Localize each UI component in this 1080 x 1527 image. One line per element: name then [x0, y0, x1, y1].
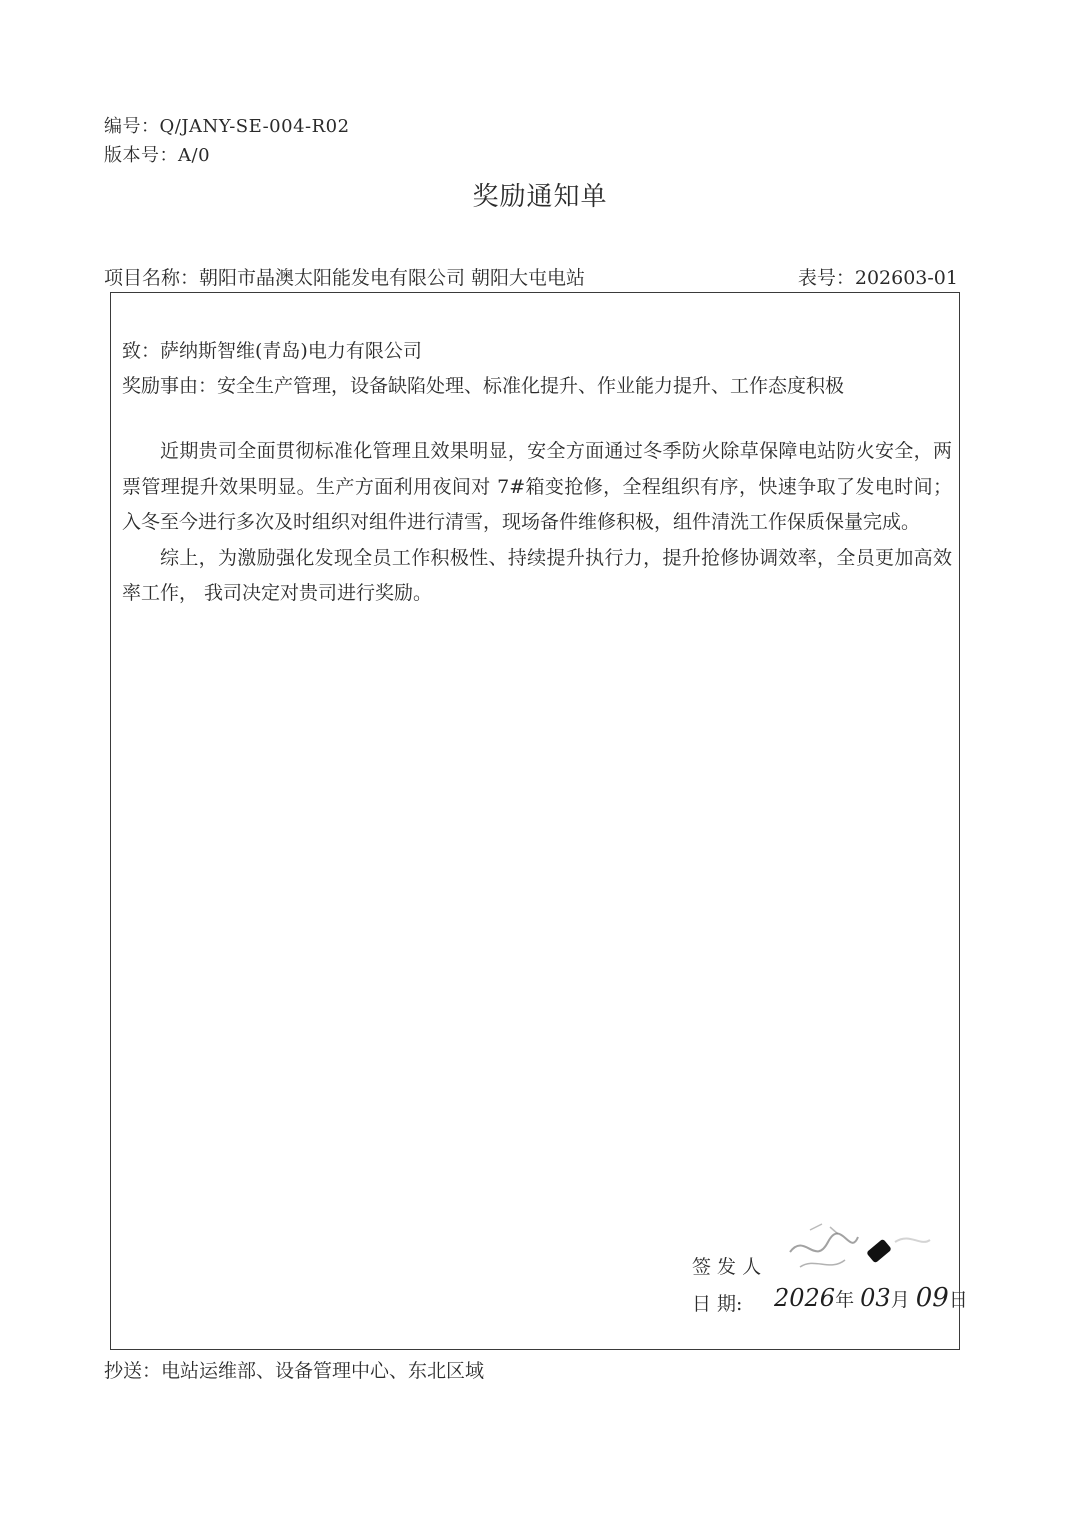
date-label: 日 期:	[692, 1293, 743, 1315]
project-name: 项目名称：朝阳市晶澳太阳能发电有限公司 朝阳大屯电站	[104, 267, 586, 289]
page-title: 奖励通知单	[472, 182, 608, 212]
signature-scribble	[770, 1212, 940, 1292]
date-day: 09	[915, 1283, 949, 1313]
date-value	[774, 1283, 968, 1313]
recipient: 致：萨纳斯智维(青岛)电力有限公司	[122, 340, 422, 362]
date-month-unit: 月	[890, 1289, 910, 1311]
date-day-unit: 日	[948, 1289, 968, 1311]
reward-reason: 奖励事由：安全生产管理，设备缺陷处理、标准化提升、作业能力提升、工作态度积极	[122, 375, 845, 397]
document-version: 版本号：A/0	[104, 145, 211, 166]
body-paragraph-1: 近期贵司全面贯彻标准化管理且效果明显，安全方面通过冬季防火除草保障电站防火安全，两票管理提升效果明显。生产方面利用夜间对 7#箱变抢修，全程组织有序，快速争取了发电时间；入冬至今进行多次及时组织对组件进行清雪，现场备件维修积极，组件清洗工作保质保量完成。	[122, 440, 952, 533]
date-year: 2026	[774, 1284, 836, 1312]
body-paragraph-2: 综上，为激励强化发现全员工作积极性、持续提升执行力，提升抢修协调效率，全员更加高效率工作， 我司决定对贵司进行奖励。	[122, 546, 952, 604]
signer-label: 签 发 人	[692, 1256, 762, 1278]
document-code: 编号：Q/JANY-SE-004-R02	[104, 116, 350, 137]
cc-list: 抄送：电站运维部、设备管理中心、东北区域	[104, 1360, 485, 1382]
date-month: 03	[860, 1284, 891, 1312]
date-year-unit: 年	[835, 1289, 855, 1311]
form-number: 表号：202603-01	[797, 267, 958, 289]
notice-body	[122, 434, 952, 612]
